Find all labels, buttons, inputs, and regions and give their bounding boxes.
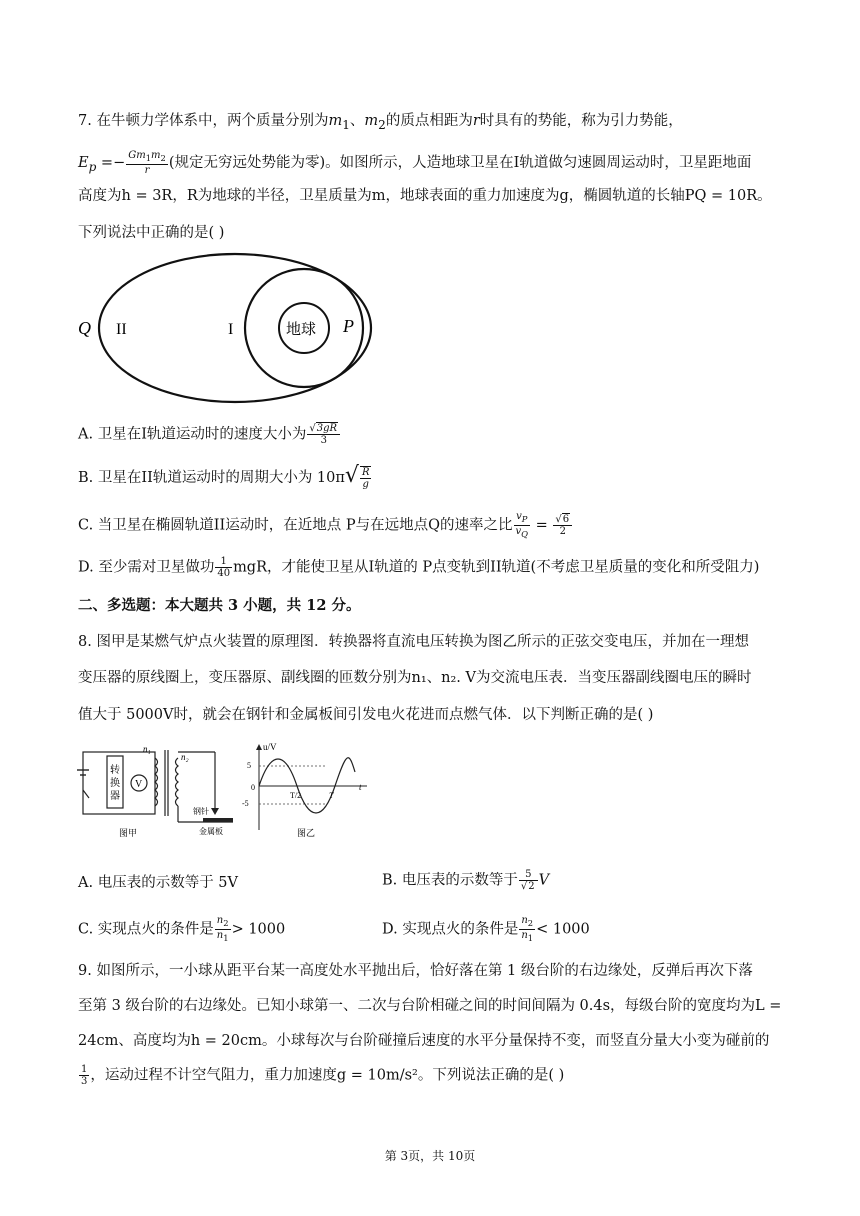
svg-text:换: 换 — [110, 778, 120, 789]
secondary-coil — [176, 758, 179, 806]
q9-line2: 至第 3 级台阶的右边缘处。已知小球第一、二次与台阶相碰之间的时间间隔为 0.4s，每级台阶的宽度均为L = — [78, 998, 782, 1014]
q8-option-d[interactable]: D. 实现点火的条件是 $\frac{n_2}{n_1}$ < 1000 — [382, 915, 590, 943]
q9-line4: $\frac{1}{3}$ ，运动过程不计空气阻力，重力加速度g = 10m/s²。下列说法正确的是( ) — [81, 1064, 565, 1087]
q7-option-a[interactable]: A. 卫星在I轨道运动时的速度大小为 $\frac{√3gR}{3}$ — [78, 423, 341, 446]
q8-option-b[interactable]: B. 电压表的示数等于 $\frac{5}{√2}$ V — [382, 869, 550, 892]
q8-line2: 变压器的原线圈上，变压器原、副线圈的匝数分别为n₁、n₂. V为交流电压表．当变压器副线圈电压的瞬时 — [78, 670, 752, 686]
svg-text:图甲: 图甲 — [119, 828, 138, 838]
q7-line3: 高度为h = 3R，R为地球的半径，卫星质量为m，地球表面的重力加速度为g，椭圆轨道的长轴PQ = 10R。 — [78, 188, 772, 204]
q7-option-d[interactable]: D. 至少需对卫星做功 $\frac{1}{40}$ mgR，才能使卫星从I轨道的 P点变轨到II轨道(不考虑卫星质量的变化和所受阻力) — [78, 556, 760, 579]
svg-text:钢针: 钢针 — [193, 807, 209, 816]
svg-text:转: 转 — [110, 765, 120, 776]
svg-text:T/2: T/2 — [290, 791, 302, 800]
label-q: Q — [78, 318, 91, 338]
label-orbit-i: I — [228, 321, 234, 338]
q8-line3: 值大于 5000V时，就会在钢针和金属板间引发电火花进而点燃气体．以下判断正确的是( ) — [78, 707, 654, 723]
primary-coil — [155, 758, 158, 806]
q7-option-c[interactable]: C. 当卫星在椭圆轨道II运动时，在近地点 P与在远地点Q的速率之比 $\frac{v_P}{v_Q}$ = $\frac{√6}{2}$ — [78, 511, 573, 540]
q8-option-a[interactable]: A. 电压表的示数等于 5V — [78, 875, 238, 891]
page-footer: 第 3页，共 10页 — [384, 1149, 476, 1163]
svg-text:图乙: 图乙 — [297, 828, 316, 838]
svg-text:t: t — [359, 782, 362, 792]
svg-text:u/V: u/V — [263, 742, 277, 752]
q7-line2: $E_p$ =− $\frac{Gm_1m_2}{r}$ (规定无穷远处势能为零)。如图所示，人造地球卫星在I轨道做匀速圆周运动时，卫星距地面 — [78, 150, 752, 176]
q8-line1: 8. 图甲是某燃气炉点火装置的原理图．转换器将直流电压转换为图乙所示的正弦交变电压，并加在一理想 — [78, 634, 749, 650]
svg-text:T: T — [329, 791, 334, 800]
label-earth: 地球 — [286, 322, 317, 338]
potential-energy-fraction: $\frac{Gm_1m_2}{r}$ — [128, 150, 166, 176]
orbit-figure — [70, 250, 390, 410]
svg-text:V: V — [135, 779, 143, 790]
q7-line1: 7. 在牛顿力学体系中，两个质量分别为$m_1$、$m_2$的质点相距为r时具有的势能，称为引力势能， — [78, 113, 683, 132]
svg-text:n₂: n₂ — [181, 752, 189, 762]
q9-line1: 9. 如图所示，一小球从距平台某一高度处水平抛出后，恰好落在第 1 级台阶的右边缘处，反弹后再次下落 — [78, 963, 753, 979]
q8-option-c[interactable]: C. 实现点火的条件是 $\frac{n_2}{n_1}$ > 1000 — [78, 915, 286, 943]
svg-text:5: 5 — [247, 761, 251, 770]
q7-option-b[interactable]: B. 卫星在II轨道运动时的周期大小为 10π√ $\frac{R}{g}$ — [78, 463, 370, 490]
switch-icon — [83, 790, 89, 798]
label-p: P — [343, 316, 354, 336]
section2-heading: 二、多选题：本大题共 3 小题，共 12 分。 — [78, 597, 361, 614]
svg-text:器: 器 — [110, 791, 120, 802]
circuit-figure — [75, 740, 375, 840]
q9-line3: 24cm、高度均为h = 20cm。小球每次与台阶碰撞后速度的水平分量保持不变，而竖直分量大小变为碰前的 — [78, 1033, 770, 1049]
svg-text:-5: -5 — [242, 799, 249, 808]
svg-text:金属板: 金属板 — [199, 827, 223, 836]
svg-text:n₁: n₁ — [143, 744, 151, 754]
label-orbit-ii: II — [116, 321, 127, 338]
svg-text:0: 0 — [251, 783, 255, 792]
q7-line4: 下列说法中正确的是( ) — [78, 225, 225, 241]
metal-plate — [203, 818, 233, 822]
